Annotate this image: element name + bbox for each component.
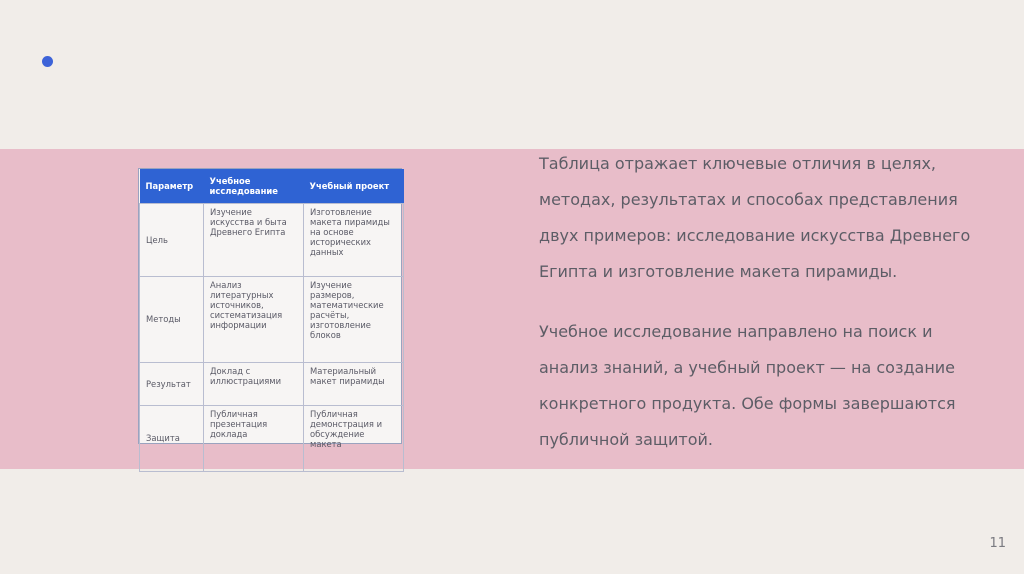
table-row [140,203,404,276]
header-parameter: Параметр [140,169,204,203]
header-research: Учебное исследование [204,169,304,203]
page-number: 11 [989,536,1006,551]
row-param: Цель [140,203,204,276]
row-research: Доклад с иллюстрациями [204,362,304,405]
comparison-table [138,168,402,449]
row-project: Изучение размеров, математические расчёты, изготовление блоков [304,276,404,362]
row-project: Изготовление макета пирамиды на основе исторических данных [304,203,404,276]
table-row [140,362,404,405]
row-research: Анализ литературных источников, систематизация информации [204,276,304,362]
paragraph-summary: Таблица отражает ключевые отличия в целях, методах, результатах и способах представления двух примеров: исследование искусства Древнего Египта и изготовление макета пирамиды. [539,154,971,281]
paragraph-conclusion: Учебное исследование направлено на поиск и анализ знаний, а учебный проект — на создание конкретного продукта. Обе формы завершаются публичной защитой. [539,322,956,449]
row-param: Защита [140,405,204,471]
bullet-dot-icon [42,56,53,67]
row-project: Публичная демонстрация и обсуждение макета [304,405,404,471]
table-header-row [140,169,404,203]
row-param: Методы [140,276,204,362]
table-row [140,276,404,362]
row-research: Изучение искусства и быта Древнего Египта [204,203,304,276]
row-project: Материальный макет пирамиды [304,362,404,405]
row-research: Публичная презентация доклада [204,405,304,471]
header-project: Учебный проект [304,169,404,203]
table-row [140,405,404,471]
row-param: Результат [140,362,204,405]
